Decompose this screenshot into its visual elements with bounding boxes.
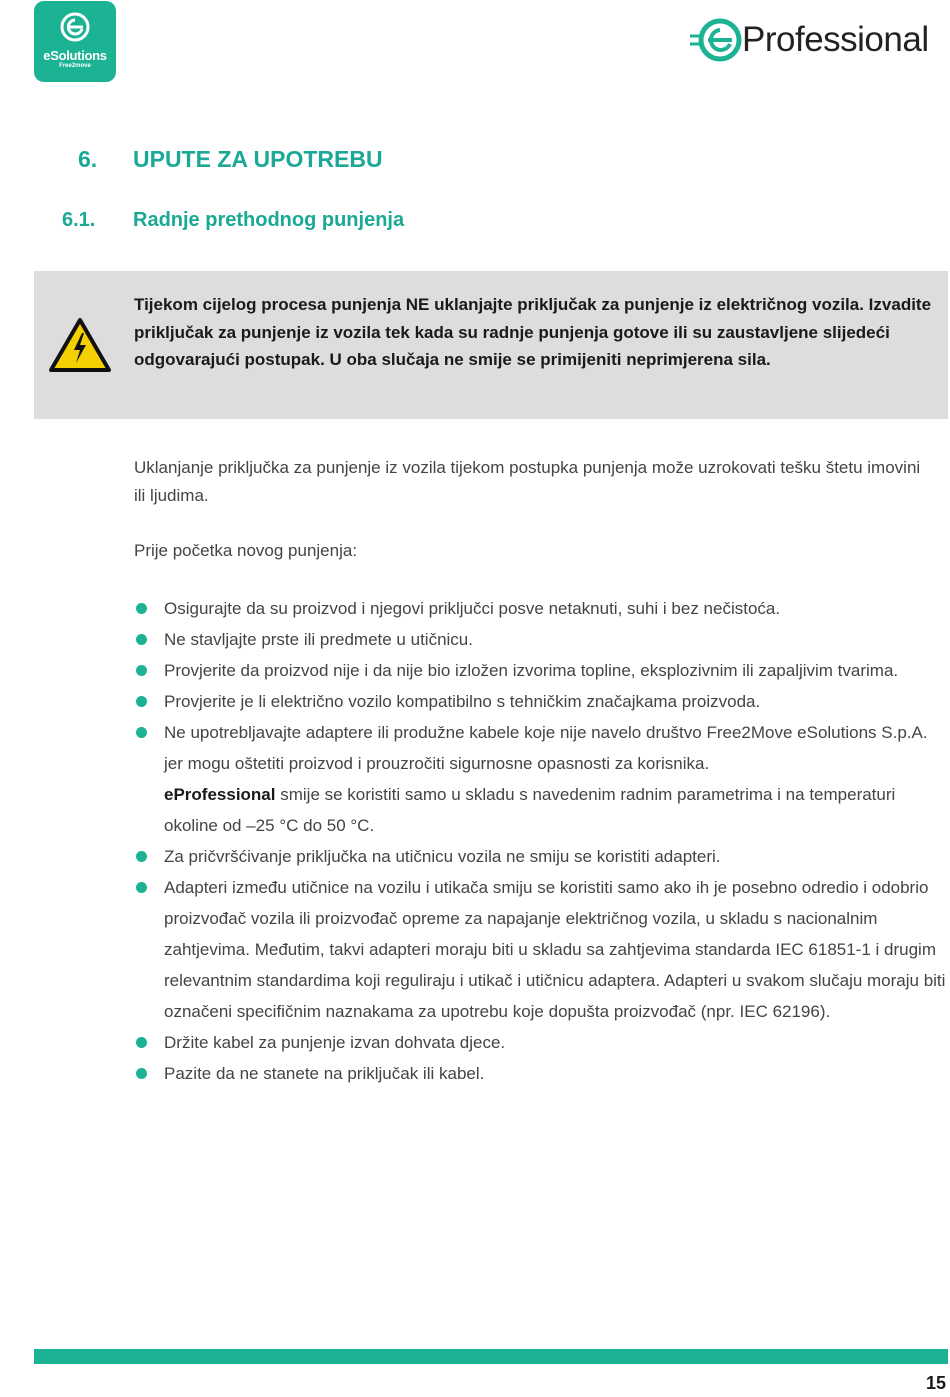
list-item (134, 717, 950, 841)
bullet-dot-icon (136, 727, 147, 738)
list-item-text: Osigurajte da su proizvod i njegovi priključci posve netaknuti, suhi i bez nečistoća. (164, 599, 781, 618)
e-plug-logo-icon (688, 16, 742, 64)
subsection-title: Radnje prethodnog punjenja (133, 209, 405, 231)
list-item (134, 624, 950, 655)
list-item-text: Provjerite da proizvod nije i da nije bio izložen izvorima topline, eksplozivnim ili zapaljivim tvarima. (164, 661, 899, 680)
product-name: eProfessional (164, 785, 276, 804)
list-item (134, 655, 950, 686)
list-item (134, 841, 950, 872)
list-item-text: Za pričvršćivanje priključka na utičnicu vozila ne smiju se koristiti adapteri. (164, 847, 721, 866)
esolutions-logo-sub: Free2move (59, 63, 91, 69)
section-heading (78, 146, 383, 173)
bullet-dot-icon (136, 665, 147, 676)
subsection-heading (62, 209, 405, 232)
bullet-dot-icon (136, 696, 147, 707)
electric-hazard-icon (48, 317, 112, 373)
paragraph-before-charging: Prije početka novog punjenja: (134, 541, 358, 560)
precaution-list (134, 593, 950, 1089)
list-item (134, 872, 950, 1027)
esolutions-logo-name: eSolutions (43, 48, 107, 63)
list-item-text: Ne stavljajte prste ili predmete u utičnicu. (164, 630, 473, 649)
list-item (134, 1027, 950, 1058)
subsection-number: 6.1. (62, 209, 96, 231)
e-plug-icon (59, 11, 91, 43)
bullet-dot-icon (136, 851, 147, 862)
bullet-dot-icon (136, 603, 147, 614)
list-item-text-continued: smije se koristiti samo u skladu s navedenim radnim parametrima i na temperaturi okoline od –25 °C do 50 °C. (164, 785, 896, 835)
warning-box (34, 271, 948, 419)
list-item (134, 686, 950, 717)
eprofessional-logo (688, 14, 950, 66)
page-number: 15 (925, 1373, 946, 1393)
esolutions-logo (34, 1, 116, 82)
eprofessional-logo-word: Professional (742, 20, 929, 59)
list-item-text: Ne upotrebljavajte adaptere ili produžne kabele koje nije navelo društvo Free2Move eSolutions S.p.A. jer mogu oštetiti proizvod i prouzročiti sigurnosne opasnosti za korisnika. (164, 723, 928, 773)
list-item (134, 593, 950, 624)
section-title: UPUTE ZA UPOTREBU (133, 146, 383, 172)
list-item-text: Adapteri između utičnice na vozilu i utikača smiju se koristiti samo ako ih je posebno odredio i odobrio proizvođač vozila ili proizvođač opreme za napajanje električnog vozila, u skladu s nacionalnim zahtjevima. Međutim, takvi adapteri moraju biti u skladu sa zahtjevima standarda IEC 61851-1 i drugim relevantnim standardima koji reguliraju i utikač i utičnicu adaptera. Adapteri u svakom slučaju moraju biti označeni specifičnim naznakama za upotrebu koje dopušta proizvođač (npr. IEC 62196). (164, 878, 946, 1021)
list-item-text: Držite kabel za punjenje izvan dohvata djece. (164, 1033, 506, 1052)
list-item (134, 1058, 950, 1089)
bullet-dot-icon (136, 1037, 147, 1048)
warning-text: Tijekom cijelog procesa punjenja NE uklanjajte priključak za punjenje iz električnog vozila. Izvadite priključak za punjenje iz vozila tek kada su radnje punjenja gotove ili su zaustavljene slijedeći odgovarajući postupak. U oba slučaja ne smije se primijeniti neprimjerena sila. (134, 295, 932, 369)
list-item-text: Provjerite je li električno vozilo kompatibilno s tehničkim značajkama proizvoda. (164, 692, 761, 711)
bullet-dot-icon (136, 1068, 147, 1079)
paragraph-damage: Uklanjanje priključka za punjenje iz vozila tijekom postupka punjenja može uzrokovati tešku štetu imovini ili ljudima. (134, 458, 921, 505)
footer-bar (34, 1349, 948, 1364)
list-item-text: Pazite da ne stanete na priključak ili kabel. (164, 1064, 485, 1083)
bullet-dot-icon (136, 634, 147, 645)
section-number: 6. (78, 146, 98, 172)
bullet-dot-icon (136, 882, 147, 893)
